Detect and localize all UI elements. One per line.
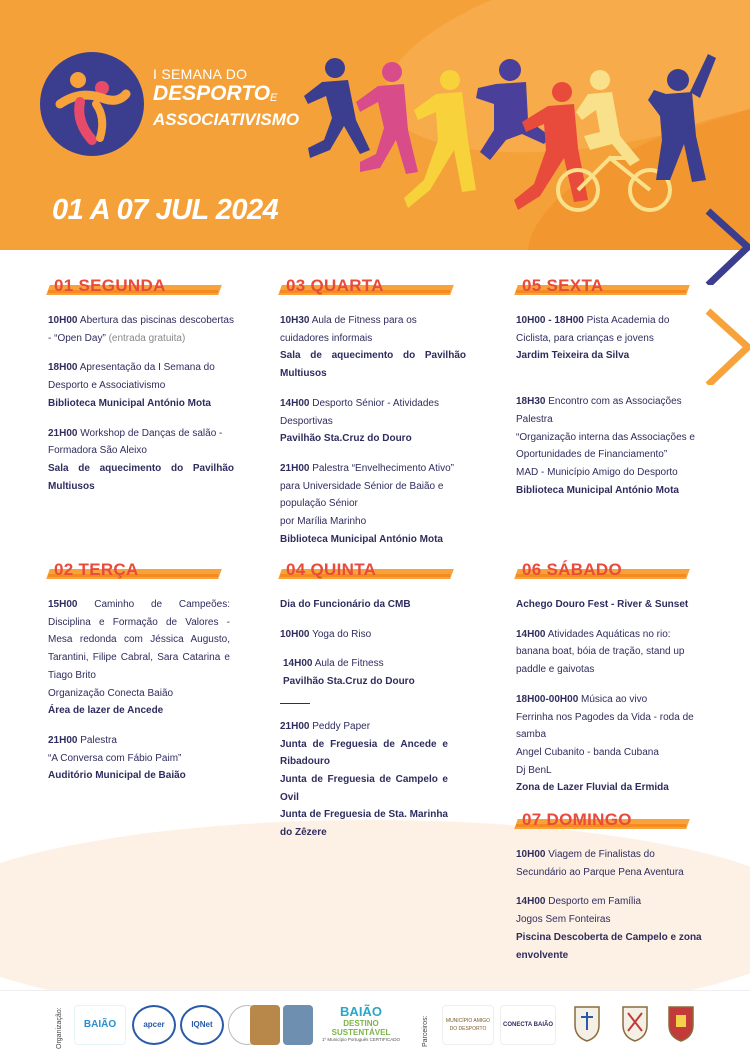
event-item <box>280 626 448 644</box>
event-time: 21H00 <box>48 427 78 439</box>
award-badge-icon <box>250 1005 280 1045</box>
event-place: Jardim Teixeira da Silva <box>516 350 630 362</box>
day-heading <box>516 810 704 832</box>
event-title: Achego Douro Fest - River & Sunset <box>516 599 689 610</box>
event-item <box>516 846 704 881</box>
event-item <box>48 312 234 347</box>
title-prefix: I SEMANA DO <box>153 66 248 82</box>
title-conjunction: E <box>270 92 278 104</box>
title-desporto: DESPORTO <box>153 82 271 105</box>
day-label: 06 SÁBADO <box>522 560 623 579</box>
day-sabado <box>516 560 704 809</box>
parish-crest-icon <box>666 1003 696 1043</box>
event-text: Pista Academia do Ciclista, para crianças e jovens <box>516 315 670 344</box>
event-time: 10H00 - 18H00 <box>516 315 584 326</box>
event-line: MAD - Município Amigo do Desporto <box>516 466 678 478</box>
destino-sustentavel-logo <box>316 1005 406 1047</box>
event-item <box>280 395 466 448</box>
event-text: Atividades Aquáticas no rio: banana boat, bóia de tração, stand up paddle e gaivotas <box>516 628 685 676</box>
day-label: 07 DOMINGO <box>522 810 632 829</box>
day-label: 02 TERÇA <box>54 560 139 579</box>
event-text: Palestra <box>77 734 117 746</box>
day-heading <box>280 560 448 582</box>
baiao-logo: BAIÃO <box>74 1005 126 1045</box>
event-line: Angel Cubanito - banda Cubana <box>516 746 659 758</box>
event-dates: 01 A 07 JUL 2024 <box>52 194 279 226</box>
event-time: 14H00 <box>283 658 313 670</box>
event-time: 21H00 <box>48 734 78 746</box>
event-line: Jogos Sem Fonteiras <box>516 914 611 926</box>
event-place: Zona de Lazer Fluvial da Ermida <box>516 782 669 794</box>
event-note: (entrada gratuita) <box>105 332 186 344</box>
divider <box>280 703 310 704</box>
runner-logo-icon <box>40 52 144 156</box>
event-text: Desporto Sénior - Atividades Desportivas <box>280 397 439 427</box>
event-text: Encontro com as Associações <box>545 396 682 408</box>
sponsors-footer <box>0 990 750 1060</box>
partners-label: Parceiros: <box>422 1015 429 1047</box>
event-text: Música ao vivo <box>578 693 648 705</box>
event-item <box>280 460 466 549</box>
event-item <box>516 312 702 365</box>
runner-silhouette <box>648 54 716 182</box>
event-place: Junta de Freguesia de Ancede e Ribadouro <box>280 738 448 768</box>
day-quinta <box>280 560 448 854</box>
runner-silhouette <box>356 62 418 174</box>
award-badge-icon <box>283 1005 313 1045</box>
day-domingo <box>516 810 704 976</box>
event-time: 10H00 <box>516 849 546 860</box>
event-text: Workshop de Danças de salão - Formadora São Aleixo <box>48 427 223 457</box>
event-item <box>516 691 704 797</box>
event-time: 10H30 <box>280 315 310 326</box>
event-line: “Organização interna das Associações e Oportunidades de Financiamento” <box>516 431 695 461</box>
day-heading <box>516 560 704 582</box>
event-text: Palestra “Envelhecimento Ativo” para Universidade Sénior de Baião e população Sénior <box>280 462 454 510</box>
runner-silhouette <box>404 70 476 208</box>
event-time: 10H00 <box>280 628 310 640</box>
event-text: Aula de Fitness <box>312 658 384 670</box>
event-line: Ferrinha nos Pagodes da Vida - roda de samba <box>516 711 694 741</box>
event-item <box>280 655 448 690</box>
day-heading <box>48 560 230 582</box>
event-place: Pavilhão Sta.Cruz do Douro <box>280 433 412 445</box>
day-terca <box>48 560 230 797</box>
event-subtitle: “A Conversa com Fábio Paim” <box>48 752 182 764</box>
event-time: 14H00 <box>516 628 546 640</box>
day-label: 05 SEXTA <box>522 276 604 295</box>
event-place: Sala de aquecimento do Pavilhão Multiusos <box>280 350 466 380</box>
event-text: Caminho de Campeões: Disciplina e Formação de Valores - Mesa redonda com Jéssica Augusto, Tarantini, Filipe Cabral, Sara Catarina e Tiago Brito <box>48 599 230 681</box>
event-place: Junta de Freguesia de Campelo e Ovil <box>280 773 448 803</box>
day-heading <box>280 276 466 298</box>
event-time: 10H00 <box>48 315 78 326</box>
event-time: 21H00 <box>280 720 310 732</box>
conecta-baiao-logo: CONECTA BAIÃO <box>500 1005 556 1045</box>
event-item <box>48 596 230 720</box>
event-speaker: por Marília Marinho <box>280 516 367 528</box>
event-item <box>280 312 466 383</box>
parish-crest-icon <box>572 1003 602 1043</box>
day-label: 03 QUARTA <box>286 276 384 295</box>
event-item <box>280 718 448 842</box>
event-time: 18H30 <box>516 396 546 408</box>
chevron-decoration-icon <box>704 205 750 285</box>
title-associativismo: ASSOCIATIVISMO <box>153 110 300 129</box>
organization-label: Organização: <box>56 1007 63 1049</box>
event-line: Dj BenL <box>516 764 552 776</box>
event-organizer: Organização Conecta Baião <box>48 687 174 699</box>
destino-line: SUSTENTÁVEL <box>331 1028 391 1037</box>
day-quarta <box>280 276 466 560</box>
event-text: Apresentação da I Semana do Desporto e Associativismo <box>48 362 215 392</box>
event-item <box>48 359 234 412</box>
day-heading <box>48 276 234 298</box>
event-item <box>48 425 234 496</box>
destino-line: BAIÃO <box>340 1004 382 1019</box>
event-time: 14H00 <box>280 397 310 409</box>
event-text: Yoga do Riso <box>309 628 372 640</box>
iqnet-seal: IQNet <box>180 1005 224 1045</box>
event-place: Biblioteca Municipal António Mota <box>516 484 679 496</box>
event-time: 18H00 <box>48 362 78 374</box>
destino-line: 1º Município Português CERTIFICADO <box>321 1037 401 1042</box>
event-item <box>516 626 704 679</box>
event-time: 18H00-00H00 <box>516 693 579 705</box>
event-place: Biblioteca Municipal António Mota <box>48 397 211 409</box>
day-label: 01 SEGUNDA <box>54 276 166 295</box>
destino-line: DESTINO <box>343 1019 379 1028</box>
mad-logo: MUNICÍPIO AMIGO DO DESPORTO <box>442 1005 494 1045</box>
event-place: Auditório Municipal de Baião <box>48 770 186 782</box>
apcer-seal: apcer <box>132 1005 176 1045</box>
day-label: 04 QUINTA <box>286 560 377 579</box>
event-title: Dia do Funcionário da CMB <box>280 599 411 610</box>
event-place: Junta de Freguesia de Sta. Marinha do Zêzere <box>280 809 448 839</box>
event-text: Abertura das piscinas descobertas - “Open Day” <box>48 315 234 344</box>
event-text: Peddy Paper <box>309 720 371 732</box>
event-text: Desporto em Família <box>545 896 642 908</box>
event-place: Área de lazer de Ancede <box>48 705 164 717</box>
event-text: Aula de Fitness para os cuidadores informais <box>280 315 417 344</box>
header-banner <box>0 0 750 250</box>
event-item <box>48 732 230 785</box>
event-item <box>280 596 448 614</box>
event-place: Pavilhão Sta.Cruz do Douro <box>283 676 415 688</box>
event-place: Sala de aquecimento do Pavilhão Multiusos <box>48 462 234 492</box>
event-item <box>516 893 704 964</box>
athletes-illustration <box>300 40 720 230</box>
event-text: Viagem de Finalistas do Secundário ao Parque Pena Aventura <box>516 849 684 878</box>
event-place: Biblioteca Municipal António Mota <box>280 533 443 545</box>
event-item <box>516 596 704 614</box>
event-time: 14H00 <box>516 896 546 908</box>
chevron-decoration-icon <box>704 305 750 385</box>
day-sexta <box>516 276 702 511</box>
event-time: 15H00 <box>48 599 78 610</box>
event-place: Piscina Descoberta de Campelo e zona envolvente <box>516 931 702 961</box>
runner-silhouette <box>476 59 550 160</box>
event-line: Palestra <box>516 413 553 425</box>
event-time: 21H00 <box>280 462 310 474</box>
event-logo <box>40 52 144 156</box>
parish-crest-icon <box>620 1003 650 1043</box>
day-segunda <box>48 276 234 507</box>
event-item <box>516 393 702 499</box>
day-heading <box>516 276 702 298</box>
